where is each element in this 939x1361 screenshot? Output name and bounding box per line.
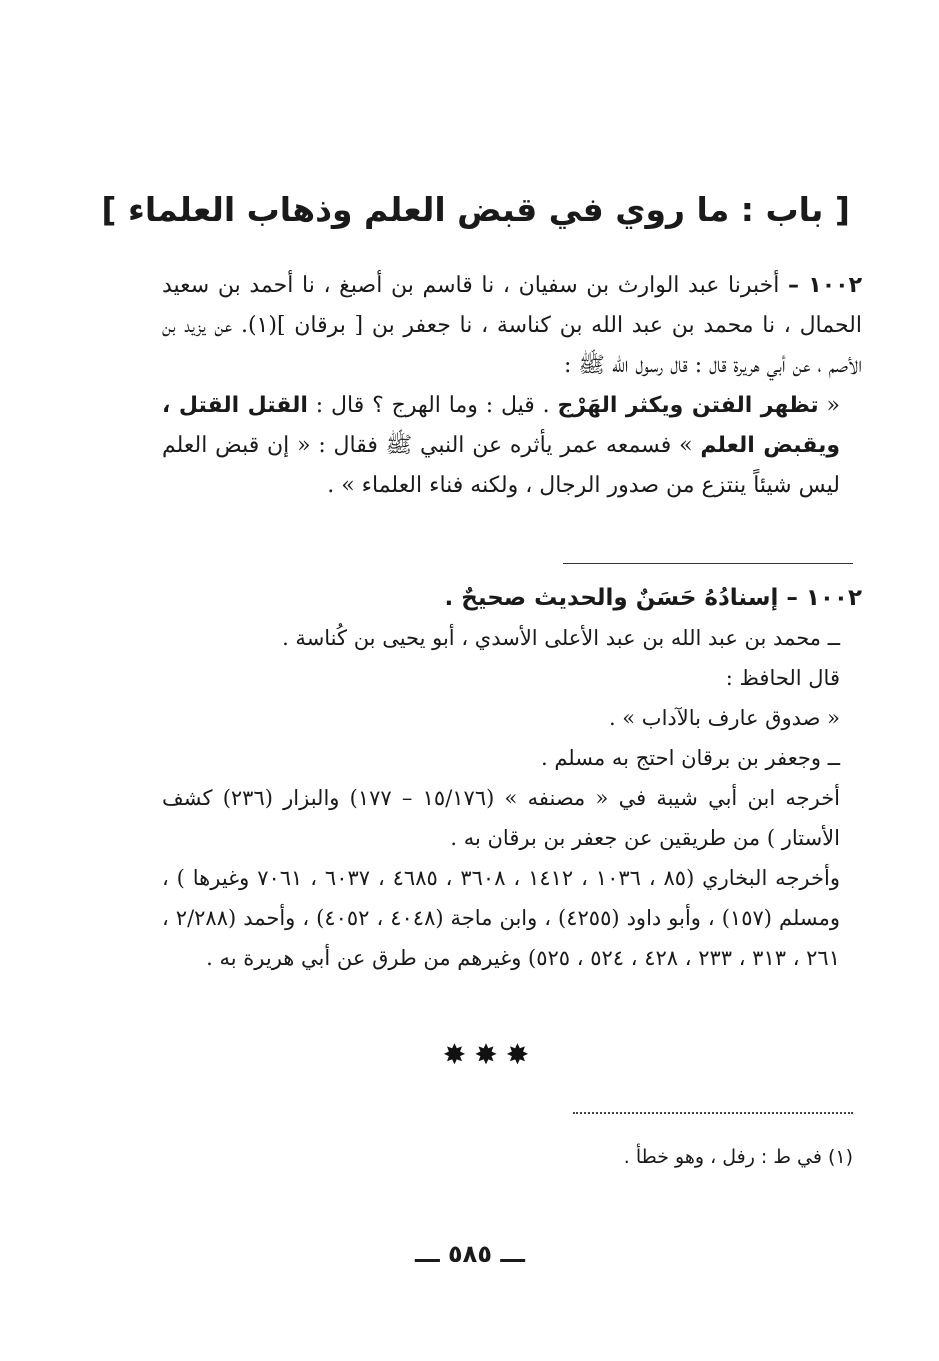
page-number: ـــ ٥٨٥ ـــ [415,1240,525,1268]
section-divider [563,563,853,564]
commentary-line: ــ محمد بن عبد الله بن عبد الأعلى الأسدي ، أبو يحيى بن كُناسة . [282,626,840,650]
footnote-divider [573,1112,853,1114]
hadith-isnad-paragraph [162,266,862,386]
takhrij-paragraph-1: أخرجه ابن أبي شيبة في « مصنفه » (١٥/١٧٦ – ١٧٧) والبزار (٢٣٦) كشف الأستار ) من طريقين عن جعفر بن برقان به . [162,786,841,850]
commentary-head: ١٠٠٢ – إسنادُهُ حَسَنٌ والحديث صحيحٌ . [444,585,862,611]
hadith-text [162,266,862,506]
hadith-matn-paragraph [162,386,862,506]
commentary [162,578,862,978]
hadith-number: ١٠٠٢ – [787,273,862,298]
matn-bold-3: القتل القتل ، ويقبض العلم [162,393,841,458]
hadith-isnad: أخبرنا عبد الوارث بن سفيان ، نا قاسم بن أصبغ ، نا أحمد بن سعيد الحمال ، نا محمد بن عبد الله بن كناسة ، نا جعفر بن [ برقان ](١). عن يزيد بن الأصم ، عن أبي هريرة قال : قال رسول الله ﷺ : [162,273,862,378]
star-separator-icon: ✸✸✸ [442,1038,538,1071]
matn-bold-1: تظهر الفتن ويكثر الهَرْج [557,393,819,418]
footnote: (١) في ط : رفل ، وهو خطأ . [623,1146,853,1168]
takhrij-paragraph-2: وأخرجه البخاري (٨٥ ، ١٠٣٦ ، ١٤١٢ ، ٣٦٠٨ ، ٤٦٨٥ ، ٦٠٣٧ ، ٧٠٦١ وغيرها ) ، ومسلم (١٥٧) ، وأبو داود (٤٢٥٥) ، وابن ماجة (٤٠٤٨ ، ٤٠٥٢) ، وأحمد (٢/٢٨٨ ، ٢٦١ ، ٣١٣ ، ٢٣٣ ، ٤٢٨ ، ٥٢٤ ، ٥٢٥) وغيرهم من طرق عن أبي هريرة به . [162,866,841,970]
commentary-line: « صدوق عارف بالآداب » . [608,706,840,730]
commentary-line: ــ وجعفر بن برقان احتج به مسلم . [540,746,840,770]
quote-open: « [826,393,840,418]
matn-4: » فسمعه عمر يأثره عن النبي ﷺ فقال : « إن قبض العلم ليس شيئاً ينتزع من صدور الرجال ، ولكنه فناء العلماء » . [162,433,840,498]
commentary-line: قال الحافظ : [725,666,840,690]
matn-2: . قيل : وما الهرج ؟ قال : [315,393,550,418]
chapter-title: [ باب : ما روي في قبض العلم وذهاب العلماء ] [101,190,850,229]
